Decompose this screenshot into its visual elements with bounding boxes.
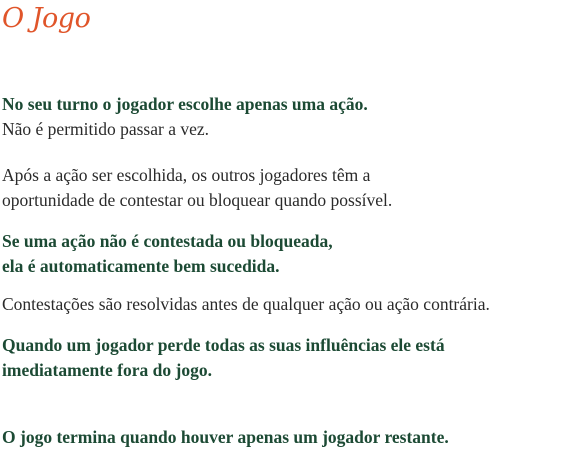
auto-success-line-2: ela é automaticamente bem sucedida.: [2, 256, 280, 276]
paragraph-game-end: [2, 425, 557, 450]
turn-rule-note: Não é permitido passar a vez.: [2, 119, 210, 139]
paragraph-challenge-opportunity: [2, 163, 557, 213]
elimination-line-2: imediatamente fora do jogo.: [2, 360, 212, 380]
game-end-line: O jogo termina quando houver apenas um jogador restante.: [2, 427, 449, 447]
turn-rule-emphasis: No seu turno o jogador escolhe apenas uma ação.: [2, 94, 368, 114]
paragraph-challenge-resolution: [2, 292, 557, 317]
elimination-line-1: Quando um jogador perde todas as suas influências ele está: [2, 335, 445, 355]
challenge-resolution-line: Contestações são resolvidas antes de qualquer ação ou ação contrária.: [2, 294, 490, 314]
paragraph-auto-success: [2, 229, 557, 279]
page-title: O Jogo: [2, 3, 91, 34]
challenge-opportunity-line-2: oportunidade de contestar ou bloquear quando possível.: [2, 190, 393, 210]
auto-success-line-1: Se uma ação não é contestada ou bloqueada,: [2, 231, 333, 251]
challenge-opportunity-line-1: Após a ação ser escolhida, os outros jogadores têm a: [2, 165, 371, 185]
paragraph-elimination: [2, 333, 557, 383]
paragraph-turn-rule: [2, 92, 557, 142]
